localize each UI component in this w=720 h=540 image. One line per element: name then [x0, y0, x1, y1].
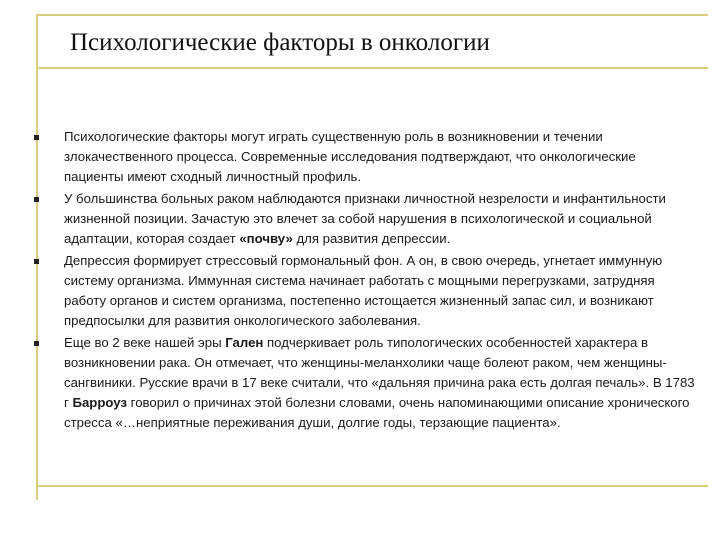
- bullet-item: [30, 189, 698, 249]
- bullet-item: [30, 333, 698, 433]
- bullet-text-emphasis: Гален: [225, 335, 264, 350]
- bullet-text-part: Депрессия формирует стрессовый гормональный фон. А он, в свою очередь, угнетает иммунную систему организма. Иммунная система начинает работать с мощными перегрузками, затрудняя работу органов и систем организма, постепенно истощается жизненный запас сил, и возникают предпосылки для развития онкологического заболевания.: [64, 253, 663, 328]
- bullet-text: [64, 191, 666, 246]
- bullet-text-emphasis: Барроуз: [72, 395, 128, 410]
- bullet-text-part: говорил о причинах этой болезни словами, очень напоминающими описание хронического стресса «…неприятные переживания души, долгие годы, терзающие пациента».: [64, 395, 690, 430]
- slide-title: Психологические факторы в онкологии: [70, 29, 490, 56]
- bullet-text: [64, 253, 662, 328]
- bullet-item: [30, 127, 698, 187]
- square-bullet-icon: [34, 259, 39, 264]
- square-bullet-icon: [34, 341, 39, 346]
- bullet-text: [64, 335, 695, 430]
- bullet-text-part: подчеркивает роль типологических особенностей характера в возникновении рака. Он отмечает, что женщины-меланхолики чаще болеют раком, чем женщины-сангвиники. Русские врачи в 17 веке считали, что «дальняя причина рака есть долгая печаль». В 1783 г: [64, 335, 695, 410]
- decorative-top-line: [36, 14, 708, 16]
- bullet-text: [64, 129, 636, 184]
- bullet-text-part: Еще во 2 веке нашей эры: [64, 335, 226, 350]
- bullet-list: [30, 127, 698, 433]
- bullet-text-part: Психологические факторы могут играть существенную роль в возникновении и течении злокачественного процесса. Современные исследования подтверждают, что онкологические пациенты имеют сходный личностный профиль.: [64, 129, 636, 184]
- bullet-text-emphasis: «почву»: [239, 231, 293, 246]
- decorative-title-underline: [36, 67, 708, 69]
- bullet-text-part: для развития депрессии.: [292, 231, 451, 246]
- square-bullet-icon: [34, 135, 39, 140]
- decorative-bottom-line: [36, 485, 708, 487]
- bullet-item: [30, 251, 698, 331]
- square-bullet-icon: [34, 197, 39, 202]
- bullet-text-part: У большинства больных раком наблюдаются признаки личностной незрелости и инфантильности жизненной позиции. Зачастую это влечет за собой нарушения в психологической и социальной адаптации, которая создает: [64, 191, 666, 246]
